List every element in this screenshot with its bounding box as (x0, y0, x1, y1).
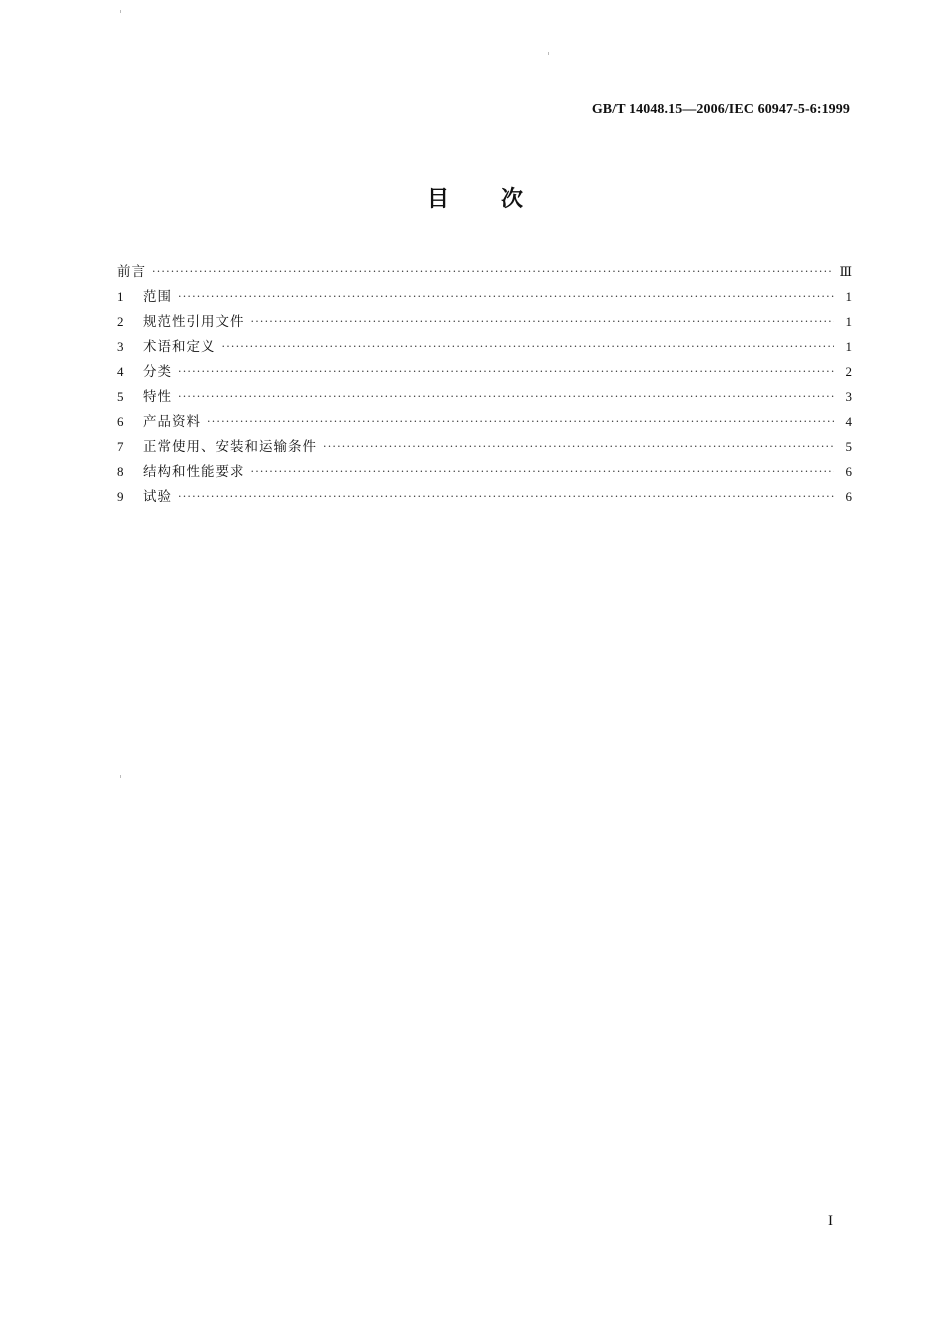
toc-entry-number: 8 (117, 464, 124, 479)
toc-entry-label: 产品资料 (143, 414, 201, 430)
toc-entry-label: 特性 (143, 389, 172, 405)
toc-entry-number: 9 (117, 489, 124, 504)
toc-leader-dots (178, 359, 834, 384)
toc-entry-number: 7 (117, 439, 124, 454)
toc-entry-label: 范围 (143, 289, 172, 305)
toc-entry-5[interactable] (117, 384, 852, 409)
toc-leader-dots (178, 384, 834, 409)
toc-entry-page: 6 (845, 489, 852, 504)
toc-entry-8[interactable] (117, 459, 852, 484)
toc-leader-dots (222, 334, 835, 359)
toc-entry-label: 术语和定义 (143, 339, 216, 355)
toc-leader-dots (323, 434, 834, 459)
standard-number: GB/T 14048.15—2006/IEC 60947-5-6:1999 (591, 102, 850, 117)
toc-title-char-1: 目 (426, 187, 449, 212)
toc-entry-number: 5 (117, 389, 124, 404)
toc-entry-page: 3 (845, 389, 852, 404)
toc-list (117, 259, 852, 509)
toc-leader-dots (207, 409, 834, 434)
toc-entry-page: 6 (845, 464, 852, 479)
toc-entry-label: 试验 (143, 489, 172, 505)
scan-speck (120, 10, 121, 13)
toc-leader-dots (178, 484, 834, 509)
toc-entry-page: 5 (845, 439, 852, 454)
toc-entry-label: 正常使用、安装和运输条件 (143, 439, 317, 455)
toc-entry-1[interactable] (117, 284, 852, 309)
toc-entry-label: 前言 (117, 264, 146, 280)
toc-entry-page: 1 (845, 314, 852, 329)
toc-entry-number: 2 (117, 314, 124, 329)
toc-entry-label: 分类 (143, 364, 172, 380)
toc-entry-9[interactable] (117, 484, 852, 509)
scan-speck (120, 775, 121, 778)
toc-entry-4[interactable] (117, 359, 852, 384)
toc-title-char-2: 次 (501, 187, 524, 212)
toc-entry-label: 规范性引用文件 (143, 314, 245, 330)
toc-entry-3[interactable] (117, 334, 852, 359)
scan-speck (548, 52, 549, 55)
toc-entry-6[interactable] (117, 409, 852, 434)
toc-entry-number: 1 (117, 289, 124, 304)
toc-entry-number: 3 (117, 339, 124, 354)
toc-title (0, 182, 950, 213)
page-number: I (828, 1213, 833, 1229)
toc-entry-page: 4 (845, 414, 852, 429)
toc-entry-foreword[interactable] (117, 259, 852, 284)
toc-entry-2[interactable] (117, 309, 852, 334)
toc-leader-dots (152, 259, 834, 284)
toc-entry-number: 6 (117, 414, 124, 429)
toc-entry-page: Ⅲ (839, 264, 852, 279)
toc-entry-page: 1 (845, 289, 852, 304)
toc-entry-number: 4 (117, 364, 124, 379)
toc-entry-page: 2 (845, 364, 852, 379)
toc-entry-label: 结构和性能要求 (143, 464, 245, 480)
toc-entry-page: 1 (845, 339, 852, 354)
toc-leader-dots (251, 459, 835, 484)
toc-leader-dots (178, 284, 834, 309)
toc-leader-dots (251, 309, 835, 334)
toc-entry-7[interactable] (117, 434, 852, 459)
